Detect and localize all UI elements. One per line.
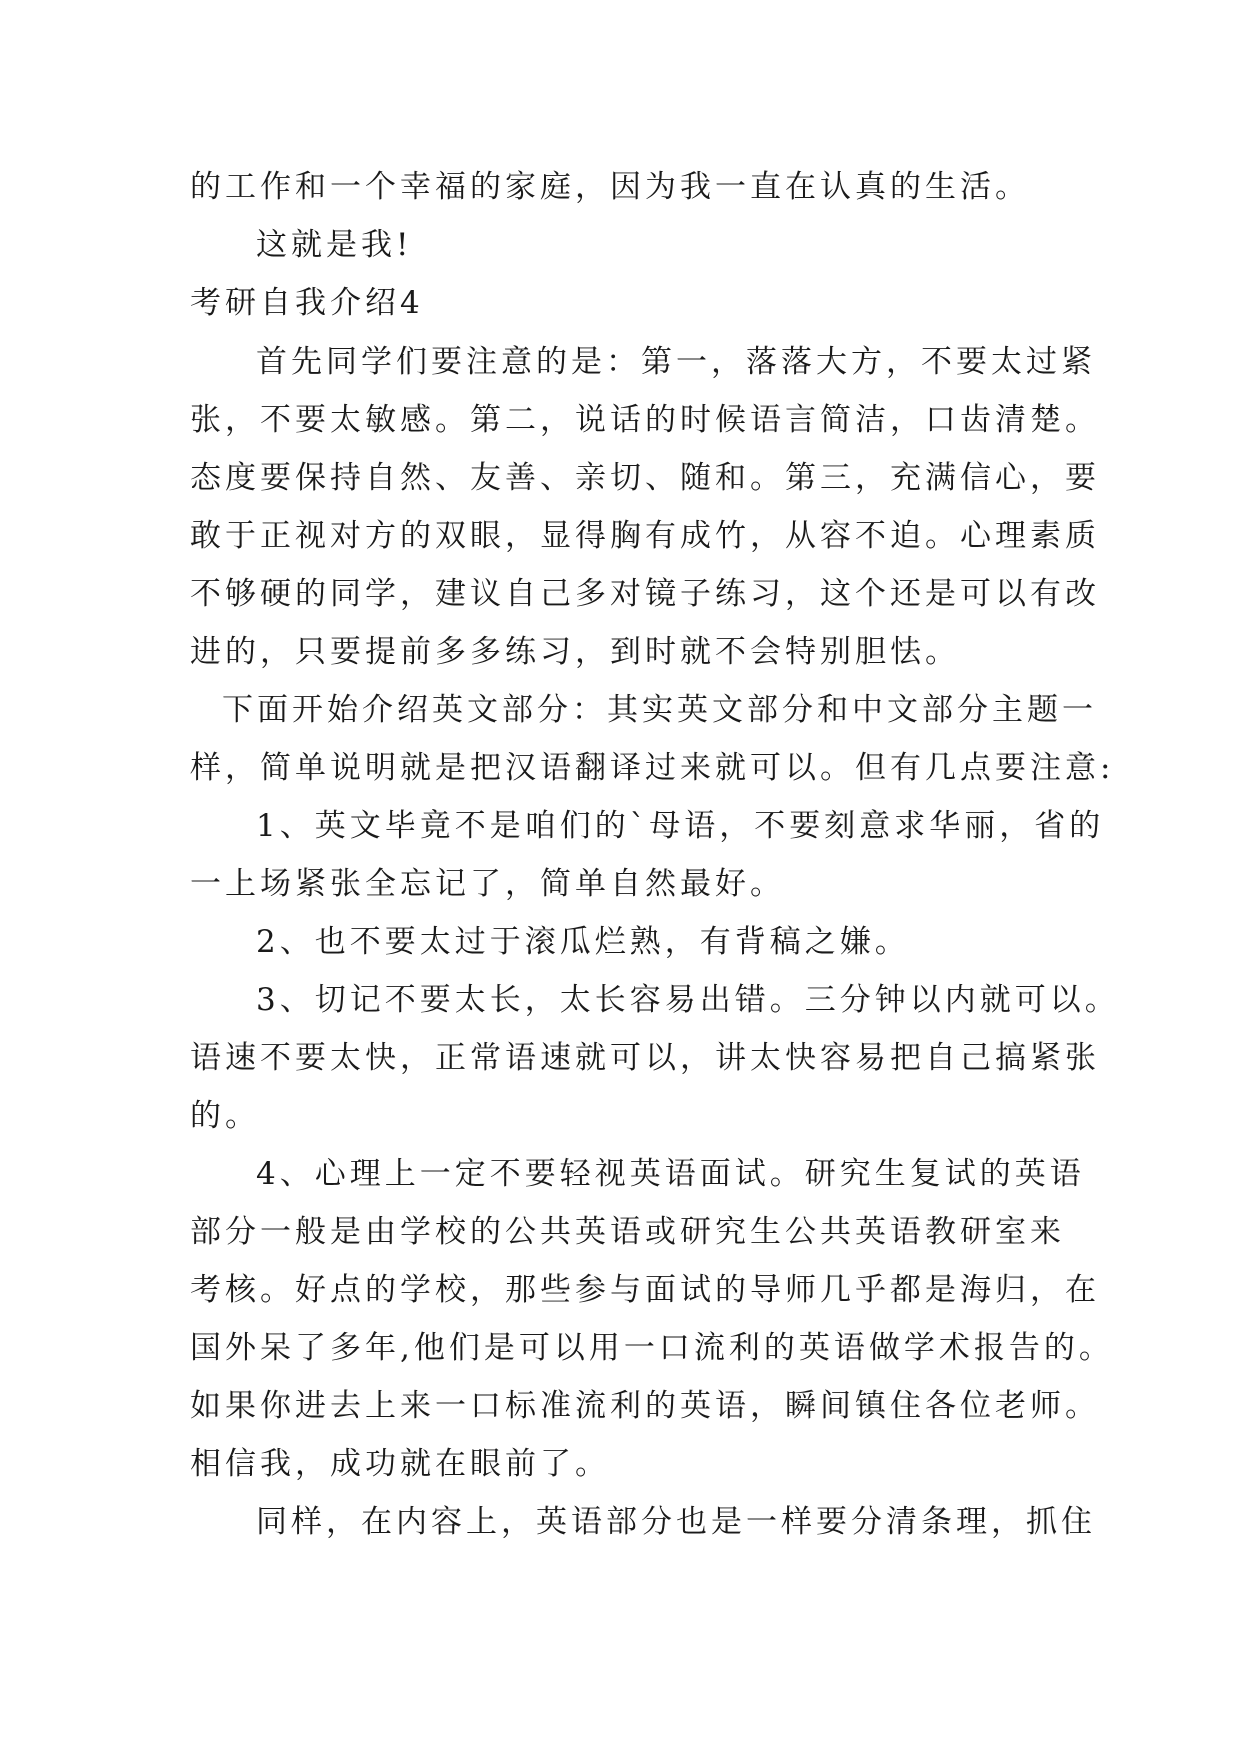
text-line: 进的，只要提前多多练习，到时就不会特别胆怯。: [190, 634, 960, 670]
text-line: 4、心理上一定不要轻视英语面试。研究生复试的英语: [256, 1156, 1085, 1192]
text-line: 考核。好点的学校，那些参与面试的导师几乎都是海归，在: [190, 1272, 1100, 1308]
text-line: 同样，在内容上，英语部分也是一样要分清条理，抓住: [256, 1504, 1096, 1540]
text-line: 敢于正视对方的双眼，显得胸有成竹，从容不迫。心理素质: [190, 518, 1100, 554]
text-line: 1、英文毕竟不是咱们的`母语，不要刻意求华丽，省的: [256, 808, 1105, 844]
text-line: 如果你进去上来一口标准流利的英语，瞬间镇住各位老师。: [190, 1388, 1100, 1424]
text-line: 语速不要太快，正常语速就可以，讲太快容易把自己搞紧张: [190, 1040, 1100, 1076]
text-line: 态度要保持自然、友善、亲切、随和。第三，充满信心，要: [190, 460, 1100, 496]
text-line: 不够硬的同学，建议自己多对镜子练习，这个还是可以有改: [190, 576, 1100, 612]
text-line: 样，简单说明就是把汉语翻译过来就可以。但有几点要注意:: [190, 750, 1115, 786]
text-line: 这就是我!: [256, 227, 413, 263]
text-line: 2、也不要太过于滚瓜烂熟，有背稿之嫌。: [256, 924, 910, 960]
text-line: 一上场紧张全忘记了，简单自然最好。: [190, 866, 785, 902]
section-heading: 考研自我介绍4: [190, 285, 424, 321]
text-line: 的工作和一个幸福的家庭，因为我一直在认真的生活。: [190, 169, 1030, 205]
text-line: 部分一般是由学校的公共英语或研究生公共英语教研室来: [190, 1214, 1065, 1250]
text-line: 国外呆了多年,他们是可以用一口流利的英语做学术报告的。: [190, 1330, 1114, 1366]
text-line: 3、切记不要太长，太长容易出错。三分钟以内就可以。: [256, 982, 1120, 1018]
text-line: 张，不要太敏感。第二，说话的时候语言简洁，口齿清楚。: [190, 402, 1100, 438]
text-line: 下面开始介绍英文部分：其实英文部分和中文部分主题一: [222, 692, 1097, 728]
text-line: 的。: [190, 1098, 260, 1134]
text-line: 相信我，成功就在眼前了。: [190, 1446, 610, 1482]
text-line: 首先同学们要注意的是：第一，落落大方，不要太过紧: [256, 344, 1096, 380]
